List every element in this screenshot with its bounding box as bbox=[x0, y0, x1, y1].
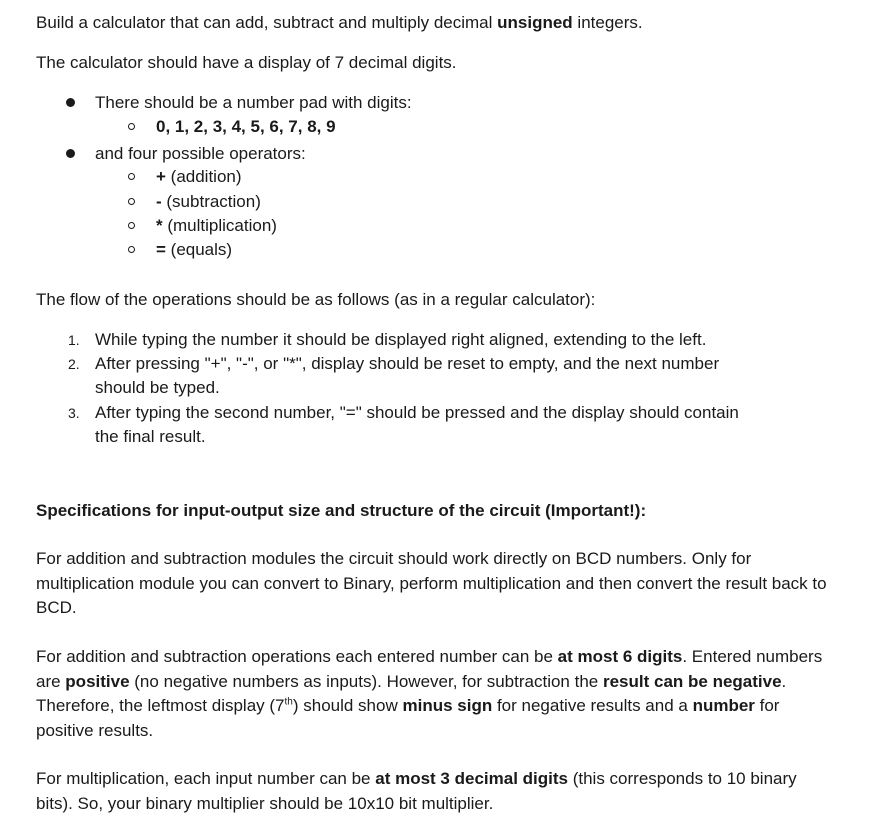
specs-heading: Specifications for input-output size and structure of the circuit (Important!): bbox=[36, 501, 647, 520]
bullet-circle bbox=[128, 198, 135, 205]
flow-heading: The flow of the operations should be as follows (as in a regular calculator): bbox=[36, 290, 596, 309]
bullet-dot bbox=[66, 149, 75, 158]
intro-line-2: The calculator should have a display of 7 decimal digits. bbox=[36, 53, 457, 72]
step-number: 3. bbox=[68, 405, 80, 421]
specs-paragraph-mult: For multiplication, each input number can be at most 3 decimal digits (this corresponds to 10 binary bits). So, your binary multiplier should be 10x10 bit multiplier. bbox=[36, 769, 797, 813]
operator-equals: = (equals) bbox=[156, 240, 233, 259]
specs-paragraph-bcd: For addition and subtraction modules the circuit should work directly on BCD numbers. Only for multiplication module you can convert to Binary, perform multiplication and then convert the result back to BCD. bbox=[36, 549, 827, 617]
step-1-text: While typing the number it should be displayed right aligned, extending to the left. bbox=[95, 330, 707, 349]
step-2-text-cont: should be typed. bbox=[95, 378, 220, 397]
bullet-circle bbox=[128, 123, 135, 130]
bullet-circle bbox=[128, 173, 135, 180]
step-3-text: After typing the second number, "=" should be pressed and the display should contain bbox=[95, 403, 739, 422]
intro-text: Build a calculator that can add, subtract and multiply decimal bbox=[36, 13, 498, 32]
operator-multiplication: * (multiplication) bbox=[156, 216, 277, 235]
digits-list: 0, 1, 2, 3, 4, 5, 6, 7, 8, 9 bbox=[156, 117, 336, 136]
step-2-text: After pressing "+", "-", or "*", display should be reset to empty, and the next number bbox=[95, 354, 720, 373]
intro-line-1 bbox=[36, 11, 643, 35]
step-3-text-cont: the final result. bbox=[95, 427, 206, 446]
step-number: 2. bbox=[68, 356, 80, 372]
specs-paragraph-add-sub: For addition and subtraction operations each entered number can be at most 6 digits. Entered numbers are positive (no negative numbers as inputs). However, for subtraction the result can be negative. Therefore, the leftmost display (7th) should show minus sign for negative results and a number for positive results. bbox=[36, 647, 823, 740]
bullet-circle bbox=[128, 246, 135, 253]
bullet-circle bbox=[128, 222, 135, 229]
operators-label: and four possible operators: bbox=[95, 144, 306, 163]
intro-text-end: integers. bbox=[572, 13, 643, 32]
operator-addition: + (addition) bbox=[156, 167, 242, 186]
operator-subtraction: - (subtraction) bbox=[156, 192, 261, 211]
step-number: 1. bbox=[68, 332, 80, 348]
bullet-dot bbox=[66, 98, 75, 107]
number-pad-label: There should be a number pad with digits: bbox=[95, 93, 412, 112]
unsigned-bold: unsigned bbox=[497, 13, 573, 32]
